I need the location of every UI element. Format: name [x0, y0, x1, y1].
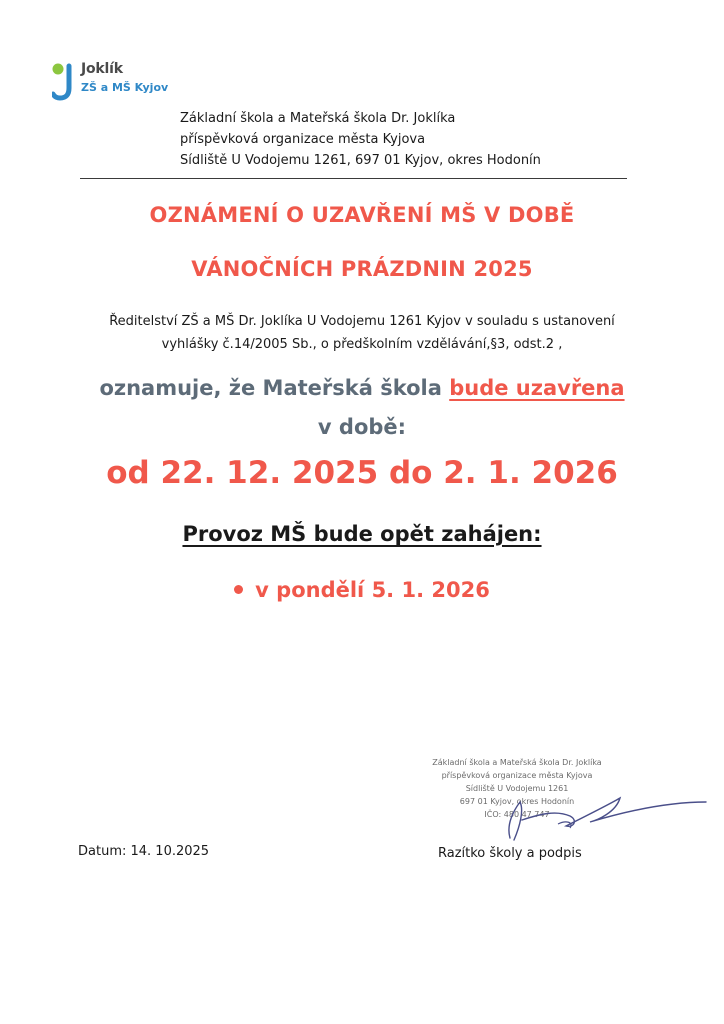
stamp-line-4: 697 01 Kyjov, okres Hodonín	[459, 797, 575, 806]
title-line-2: VÁNOČNÍCH PRÁZDNIN 2025	[191, 257, 533, 281]
stamp-line-3: Sídliště U Vodojemu 1261	[465, 784, 569, 793]
document-date: Datum: 14. 10.2025	[78, 844, 210, 859]
announcement-line-2: v době:	[317, 415, 407, 439]
stamp-line-2: příspěvková organizace města Kyjova	[441, 771, 593, 780]
header-line-3: Sídliště U Vodojemu 1261, 697 01 Kyjov, okres Hodonín	[180, 153, 541, 168]
resume-date-item	[0, 578, 724, 602]
bullet-icon	[234, 585, 243, 594]
title-line-1: OZNÁMENÍ O UZAVŘENÍ MŠ V DOBĚ	[149, 203, 575, 227]
announcement-highlight: bude uzavřena	[449, 376, 625, 400]
school-logo	[52, 60, 172, 104]
stamp-line-5: IČO: 480 47 747	[484, 810, 550, 819]
header-divider	[80, 178, 627, 179]
stamp-line-1: Základní škola a Mateřská škola Dr. Joklíka	[432, 758, 602, 767]
signature-caption: Razítko školy a podpis	[438, 846, 582, 861]
school-header	[180, 108, 541, 171]
signature-icon	[470, 780, 710, 850]
announcement-prefix: oznamuje, že Mateřská škola	[99, 376, 442, 400]
legal-line-1: Ředitelství ZŠ a MŠ Dr. Joklíka U Vodojemu 1261 Kyjov v souladu s ustanovení	[109, 314, 615, 329]
header-line-1: Základní škola a Mateřská škola Dr. Joklíka	[180, 111, 456, 126]
legal-line-2: vyhlášky č.14/2005 Sb., o předškolním vzdělávání,§3, odst.2 ,	[161, 337, 563, 352]
logo-subtitle: ZŠ a MŠ Kyjov	[81, 81, 169, 94]
logo-j-icon	[52, 60, 80, 104]
header-line-2: příspěvková organizace města Kyjova	[180, 132, 426, 147]
logo-name: Joklík	[81, 61, 123, 77]
resume-heading: Provoz MŠ bude opět zahájen:	[182, 522, 542, 546]
resume-date: v pondělí 5. 1. 2026	[255, 578, 490, 602]
announcement	[0, 376, 724, 400]
closure-dates: od 22. 12. 2025 do 2. 1. 2026	[106, 455, 618, 491]
